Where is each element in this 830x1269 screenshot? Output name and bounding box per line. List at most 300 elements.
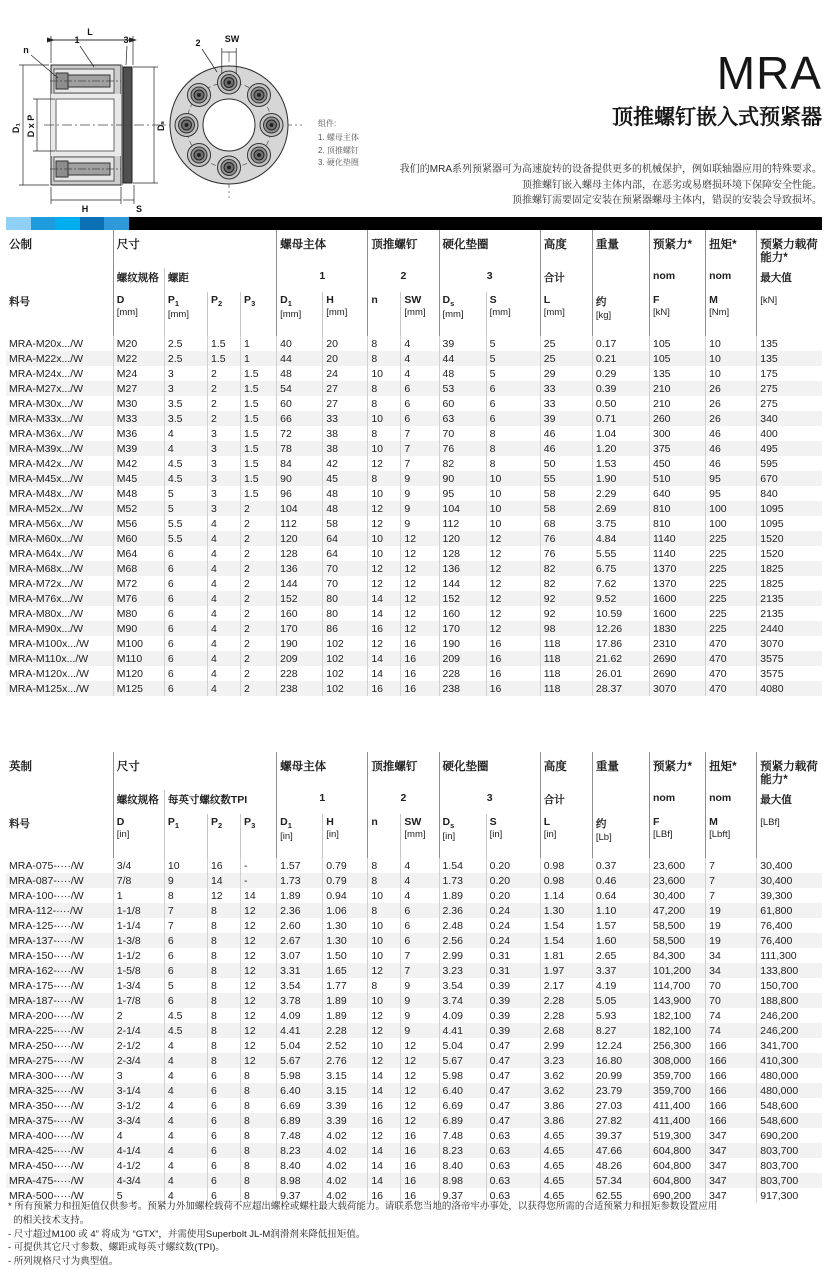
cell: 2135 (757, 591, 822, 606)
cell: 12 (241, 1008, 277, 1023)
cell: 16 (401, 681, 439, 696)
cell: 20.99 (592, 1068, 649, 1083)
cell: 359,700 (649, 1068, 705, 1083)
table-row (6, 1068, 822, 1083)
cell: 12 (241, 1023, 277, 1038)
cell: M80 (113, 606, 164, 621)
cell: 2 (241, 681, 277, 696)
cell: MRA-112-····/W (9, 904, 83, 917)
cell: 182,100 (649, 1008, 705, 1023)
cell: MRA-M24x.../W (9, 367, 84, 380)
cell: 12 (401, 576, 439, 591)
cell: 2.99 (439, 948, 486, 963)
cell: 5.05 (592, 993, 649, 1008)
header-cell: 公制 (9, 239, 32, 251)
cell: 4 (164, 1053, 207, 1068)
cell: 1 (241, 336, 277, 351)
cell: 60 (277, 396, 323, 411)
cell: 6 (164, 561, 207, 576)
cell: 1370 (649, 561, 705, 576)
cell: 548,600 (757, 1098, 822, 1113)
cell: 9 (401, 1008, 439, 1023)
cell: 803,700 (757, 1143, 822, 1158)
table-row (6, 366, 822, 381)
cell: 5.55 (592, 546, 649, 561)
cell: 2690 (649, 651, 705, 666)
header-cell: $P_2$ (207, 814, 240, 858)
cell: 4-1/2 (113, 1158, 164, 1173)
cell: 4 (164, 1113, 207, 1128)
cell: M22 (113, 351, 164, 366)
cell: 2.5 (164, 351, 207, 366)
table-row (6, 606, 822, 621)
cell: - (241, 873, 277, 888)
cell: 46 (706, 426, 757, 441)
cell: 55 (540, 471, 592, 486)
cell: 0.50 (592, 396, 649, 411)
cell: 1 (113, 888, 164, 903)
cell: MRA-M60x.../W (9, 532, 84, 545)
header-cell: $D_1$ [mm] (277, 292, 323, 336)
header-cell: S [in] (486, 814, 540, 858)
cell: 0.79 (323, 858, 368, 873)
cell: 4 (164, 1158, 207, 1173)
cell: 4 (164, 426, 207, 441)
cell: 19 (706, 903, 757, 918)
cell: 2 (241, 546, 277, 561)
header-cell: D [in] (113, 814, 164, 858)
cell: 80 (323, 591, 368, 606)
header-cell: F [LBf] (649, 814, 705, 858)
cell: 4 (164, 1173, 207, 1188)
cell: 39.37 (592, 1128, 649, 1143)
cell: 5 (164, 486, 207, 501)
cell: 0.98 (540, 873, 592, 888)
cell: MRA-250-····/W (9, 1039, 84, 1052)
cell: 3.62 (540, 1068, 592, 1083)
cell: 48 (439, 366, 486, 381)
cell: 14 (368, 606, 401, 621)
cell: 16 (486, 666, 540, 681)
cell: 4.5 (164, 1023, 207, 1038)
cell: 8 (207, 978, 240, 993)
cell: 166 (706, 1053, 757, 1068)
cell: 27 (323, 381, 368, 396)
cell: 1.81 (540, 948, 592, 963)
cell: 7 (401, 426, 439, 441)
cell: 1-1/8 (113, 903, 164, 918)
cell: MRA-M20x.../W (9, 337, 84, 350)
table-row (6, 351, 822, 366)
metric-table (6, 230, 822, 696)
cell: 2 (207, 396, 240, 411)
footnote-line: - 可提供其它尺寸参数、螺距或每英寸螺纹数(TPI)。 (8, 1242, 225, 1254)
cell: 48 (277, 366, 323, 381)
cell: 70 (439, 426, 486, 441)
table-row (6, 471, 822, 486)
cell: 1.54 (439, 858, 486, 873)
cell: 12 (368, 1023, 401, 1038)
cell: 225 (706, 546, 757, 561)
cell: 225 (706, 606, 757, 621)
cell: 8 (368, 351, 401, 366)
cell: 9.52 (592, 591, 649, 606)
cell: MRA-175-····/W (9, 979, 84, 992)
cell: 2.28 (540, 1008, 592, 1023)
cell: 82 (540, 576, 592, 591)
cell: 4 (164, 1143, 207, 1158)
cell: 1.90 (592, 471, 649, 486)
cell: 3.5 (164, 396, 207, 411)
cell: 8 (241, 1068, 277, 1083)
cell: 1.89 (323, 993, 368, 1008)
cell: 2 (207, 381, 240, 396)
cell: 10 (486, 516, 540, 531)
table-row (6, 651, 822, 666)
cell: 3.15 (323, 1068, 368, 1083)
cell: 12 (486, 546, 540, 561)
cell: 10 (706, 336, 757, 351)
table-row (6, 1173, 822, 1188)
cell: 58 (323, 516, 368, 531)
cell: 12 (368, 516, 401, 531)
cell: 118 (540, 666, 592, 681)
cell: 14 (368, 1173, 401, 1188)
cell: 6.69 (439, 1098, 486, 1113)
cell: 12 (401, 621, 439, 636)
cell: 16 (486, 681, 540, 696)
cell: 12 (401, 546, 439, 561)
cell: 347 (706, 1158, 757, 1173)
bar-segment (55, 217, 80, 230)
cell: 4.65 (540, 1143, 592, 1158)
cell: 135 (649, 366, 705, 381)
cell: MRA-M36x.../W (9, 427, 84, 440)
cell: 1.54 (540, 933, 592, 948)
cell: 12 (368, 963, 401, 978)
cell: 8.27 (592, 1023, 649, 1038)
cell: 4-3/4 (113, 1173, 164, 1188)
cell: 1.06 (323, 903, 368, 918)
cell: M120 (113, 666, 164, 681)
cell: 16 (368, 1098, 401, 1113)
table-row (6, 1158, 822, 1173)
cell: 1.5 (241, 456, 277, 471)
header-cell: 顶推螺钉 (368, 752, 439, 790)
cell: 14 (368, 1083, 401, 1098)
cell: 70 (706, 993, 757, 1008)
cell: 8 (241, 1098, 277, 1113)
cell: 111,300 (757, 948, 822, 963)
cell: 10 (368, 531, 401, 546)
table-row (6, 1128, 822, 1143)
cell: 4 (207, 666, 240, 681)
cell: 0.63 (486, 1143, 540, 1158)
dim-label-dxp: D x P (26, 114, 36, 138)
cell: 2 (241, 591, 277, 606)
cell: 411,400 (649, 1098, 705, 1113)
cell: 2 (241, 561, 277, 576)
cell: 5.5 (164, 516, 207, 531)
cell: 0.20 (486, 873, 540, 888)
cell: 4.02 (323, 1143, 368, 1158)
cell: 8 (241, 1143, 277, 1158)
cell: 112 (277, 516, 323, 531)
cell: 6.40 (439, 1083, 486, 1098)
cell: 118 (540, 636, 592, 651)
footnote-line: - 尺寸超过M100 或 4” 将成为 “GTX”，并需使用Superbolt JL-M润滑剂来降低扭矩值。 (8, 1228, 366, 1240)
header-cell: 高度 (540, 752, 592, 790)
cell: 410,300 (757, 1053, 822, 1068)
cell: 2.17 (540, 978, 592, 993)
cell: 0.47 (486, 1053, 540, 1068)
cell: 27.03 (592, 1098, 649, 1113)
cell: 6 (401, 918, 439, 933)
cell: MRA-M125x.../W (9, 682, 89, 695)
cell: 166 (706, 1038, 757, 1053)
cell: 9 (401, 486, 439, 501)
cell: 4 (113, 1128, 164, 1143)
cell: 3 (207, 456, 240, 471)
header-cell: $P_1$ (164, 814, 207, 858)
page-title: MRA (716, 47, 822, 99)
cell: 0.47 (486, 1098, 540, 1113)
cell: 2.36 (439, 903, 486, 918)
cell: 0.47 (486, 1038, 540, 1053)
cell: 5 (164, 978, 207, 993)
cell: 595 (757, 456, 822, 471)
cell: 3.15 (323, 1083, 368, 1098)
cell: 7 (706, 858, 757, 873)
header-cell: M [Lbft] (706, 814, 757, 858)
cell: 12 (401, 1113, 439, 1128)
cell: 1-1/2 (113, 948, 164, 963)
cell: MRA-M33x.../W (9, 412, 84, 425)
cell: 8 (368, 978, 401, 993)
table-row (6, 1098, 822, 1113)
header-cell: $D_1$ [in] (277, 814, 323, 858)
cell: 38 (323, 426, 368, 441)
cell: 23.79 (592, 1083, 649, 1098)
cell: 8.23 (277, 1143, 323, 1158)
cell: 4.02 (323, 1158, 368, 1173)
cell: 76 (540, 546, 592, 561)
cell: 188,800 (757, 993, 822, 1008)
header-cell: 螺纹规格 (113, 790, 164, 814)
cell: 1.20 (592, 441, 649, 456)
cell: 1.30 (540, 903, 592, 918)
header-cell: 螺距 (164, 268, 276, 292)
description-line: 我们的MRA系列预紧器可为高速旋转的设备提供更多的机械保护，例如联轴器应用的特殊要求。 (399, 164, 822, 175)
cell: 7 (164, 903, 207, 918)
table-row (6, 873, 822, 888)
cell: 238 (277, 681, 323, 696)
header-cell: 顶推螺钉 (368, 230, 439, 268)
cell: 0.63 (486, 1128, 540, 1143)
cell: 160 (277, 606, 323, 621)
bar-segment (6, 217, 31, 230)
header-cell: 3 (439, 790, 540, 814)
cell: 7 (401, 456, 439, 471)
cell: 7 (401, 948, 439, 963)
header-row (6, 752, 822, 790)
cell: M72 (113, 576, 164, 591)
cell: 5.67 (277, 1053, 323, 1068)
cell: 4 (207, 621, 240, 636)
cell: 4.09 (277, 1008, 323, 1023)
cell: 2 (241, 666, 277, 681)
header-cell: 合计 (540, 268, 592, 292)
header-cell: 英制 (9, 761, 32, 773)
cell: 8 (241, 1083, 277, 1098)
cell: 3 (113, 1068, 164, 1083)
table-row (6, 501, 822, 516)
cell: 5.67 (439, 1053, 486, 1068)
cell: 4.65 (540, 1188, 592, 1203)
cell: 4 (207, 561, 240, 576)
footnote-line: - 所列规格尺寸为典型值。 (8, 1256, 119, 1268)
header-cell: 预紧力* (649, 752, 705, 790)
cell: 33 (540, 396, 592, 411)
cell: 12 (368, 1128, 401, 1143)
cell: M30 (113, 396, 164, 411)
cell: 6 (401, 396, 439, 411)
cell: 84 (277, 456, 323, 471)
dim-label-sw: SW (224, 34, 240, 44)
cell: 95 (439, 486, 486, 501)
cell: 53 (439, 381, 486, 396)
cell: 4 (207, 636, 240, 651)
header-cell: nom (649, 268, 705, 292)
cell: 16 (401, 1143, 439, 1158)
cell: M27 (113, 381, 164, 396)
header-cell: 最大值 (757, 268, 822, 292)
cell: 3 (207, 426, 240, 441)
header-cell (592, 268, 649, 292)
cell: 34 (706, 948, 757, 963)
cell: 10 (368, 888, 401, 903)
cell: 128 (277, 546, 323, 561)
cell: 0.98 (540, 858, 592, 873)
cell: 12 (401, 1098, 439, 1113)
cell: MRA-M48x.../W (9, 487, 84, 500)
cell: 44 (277, 351, 323, 366)
cell: 12 (368, 576, 401, 591)
cell: 12 (401, 561, 439, 576)
cell: 38 (323, 441, 368, 456)
cell: 6.89 (439, 1113, 486, 1128)
cell: 810 (649, 516, 705, 531)
cell: 84,300 (649, 948, 705, 963)
cell: 4 (401, 873, 439, 888)
cell: 3 (207, 501, 240, 516)
description-line: 顶推螺钉嵌入螺母主体内部，在恶劣或易磨损环境下保障安全性能。 (522, 179, 822, 191)
cell: MRA-M42x.../W (9, 457, 84, 470)
header-cell: $P_1$ [mm] (164, 292, 207, 336)
table-row (6, 903, 822, 918)
cell: 8 (207, 993, 240, 1008)
table-row (6, 918, 822, 933)
cell: 1.5 (207, 336, 240, 351)
cell: 604,800 (649, 1158, 705, 1173)
cell: 4 (164, 1083, 207, 1098)
cell: M56 (113, 516, 164, 531)
table-row (6, 963, 822, 978)
cell: M90 (113, 621, 164, 636)
header-cell: 尺寸 (113, 230, 276, 268)
header-cell: 2 (368, 790, 439, 814)
cell: 2.67 (277, 933, 323, 948)
cell: 12 (368, 1008, 401, 1023)
header-cell: S [mm] (486, 292, 540, 336)
cell: 72 (277, 426, 323, 441)
table-row (6, 978, 822, 993)
cell: 1-3/4 (113, 978, 164, 993)
cell: 5 (486, 336, 540, 351)
cell: 1095 (757, 516, 822, 531)
cell: 76,400 (757, 933, 822, 948)
cell: 0.47 (486, 1113, 540, 1128)
table-row (6, 456, 822, 471)
cell: 48 (323, 486, 368, 501)
cell: 10 (368, 948, 401, 963)
header-cell: 螺母主体 (277, 230, 368, 268)
cell: 144 (277, 576, 323, 591)
cell: 8 (486, 441, 540, 456)
cell: 58 (540, 501, 592, 516)
cell: MRA-M68x.../W (9, 562, 84, 575)
cell: 803,700 (757, 1158, 822, 1173)
cell: M125 (113, 681, 164, 696)
cell: 92 (540, 591, 592, 606)
cell: 8.40 (439, 1158, 486, 1173)
cell: 10 (368, 1038, 401, 1053)
cell: 68 (540, 516, 592, 531)
cell: MRA-M39x.../W (9, 442, 84, 455)
cell: MRA-M76x.../W (9, 592, 84, 605)
cell: 8 (207, 948, 240, 963)
cell: 260 (649, 411, 705, 426)
cell: 347 (706, 1143, 757, 1158)
cell: 23,600 (649, 873, 705, 888)
header-cell: $D_s$ [mm] (439, 292, 486, 336)
cell: 10 (368, 546, 401, 561)
cell: 1.89 (439, 888, 486, 903)
cell: 6 (486, 411, 540, 426)
cell: 3-1/4 (113, 1083, 164, 1098)
cell: M20 (113, 336, 164, 351)
cell: 7.62 (592, 576, 649, 591)
header-cell: 合计 (540, 790, 592, 814)
cell: 2440 (757, 621, 822, 636)
cell: 3.86 (540, 1098, 592, 1113)
table-row (6, 681, 822, 696)
cell: 14 (241, 888, 277, 903)
cell: 4-1/4 (113, 1143, 164, 1158)
cell: 1.04 (592, 426, 649, 441)
cell: 6 (401, 381, 439, 396)
cell: 0.47 (486, 1083, 540, 1098)
cell: 0.39 (486, 978, 540, 993)
imperial-table (6, 752, 822, 1203)
cell: 8 (207, 1038, 240, 1053)
cell: 46 (706, 441, 757, 456)
cell: 8 (486, 456, 540, 471)
cell: 62.55 (592, 1188, 649, 1203)
cell: 12 (241, 933, 277, 948)
cell: 1.5 (241, 396, 277, 411)
cell: 10 (706, 366, 757, 381)
